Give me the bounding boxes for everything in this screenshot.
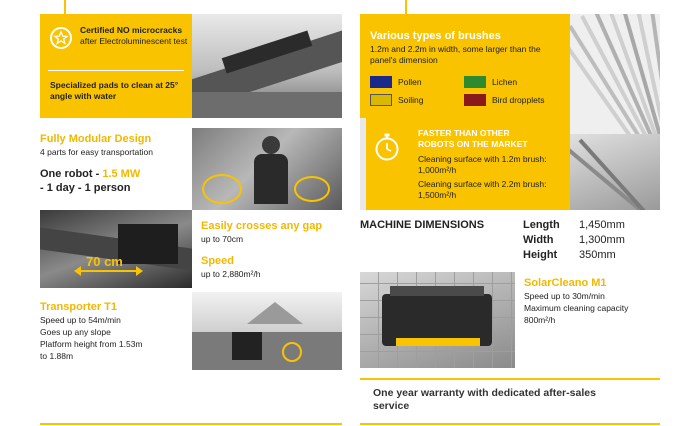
modular-title: Fully Modular Design xyxy=(40,133,152,145)
faster-line-1: Cleaning surface with 1.2m brush: xyxy=(418,154,547,164)
left-bottom-rule xyxy=(40,423,342,425)
lichen-label: Lichen xyxy=(492,77,518,87)
bird-dropplets-swatch xyxy=(464,94,486,106)
gap-crossing-photo xyxy=(40,210,192,288)
dimension-value-length: 1,450mm xyxy=(579,219,625,231)
transporter-line-2: Goes up any slope xyxy=(40,327,111,337)
m1-line-3: 800m²/h xyxy=(524,315,556,325)
m1-robot-photo xyxy=(360,272,515,368)
arrow-right-icon xyxy=(136,266,143,276)
warranty-top-rule xyxy=(360,378,660,380)
dimension-label-length: Length xyxy=(523,219,560,231)
transporter-line-1: Speed up to 54m/min xyxy=(40,315,121,325)
lichen-swatch xyxy=(464,76,486,88)
modular-person-photo xyxy=(192,128,342,210)
faster-line-2: Cleaning surface with 2.2m brush: xyxy=(418,179,547,189)
gap-text: up to 70cm xyxy=(201,234,244,244)
soiling-swatch xyxy=(370,94,392,106)
pollen-label: Pollen xyxy=(398,77,422,87)
dimension-value-height: 350mm xyxy=(579,249,616,261)
bird-dropplets-label: Bird dropplets xyxy=(492,95,545,105)
dimension-label-height: Height xyxy=(523,249,558,261)
arrow-left-icon xyxy=(74,266,81,276)
robot-line2: - 1 day - 1 person xyxy=(40,182,131,194)
modular-subtitle: 4 parts for easy transportation xyxy=(40,147,153,157)
speed-title: Speed xyxy=(201,255,235,267)
gap-70cm-label: 70 cm xyxy=(86,254,123,269)
transporter-title: Transporter T1 xyxy=(40,301,118,313)
dimension-value-width: 1,300mm xyxy=(579,234,625,246)
pollen-swatch xyxy=(370,76,392,88)
transporter-line-3: Platform height from 1.53m xyxy=(40,339,143,349)
brushes-title: Various types of brushes xyxy=(370,30,501,42)
robot-prefix: One robot - xyxy=(40,168,103,180)
dimensions-title: MACHINE DIMENSIONS xyxy=(360,219,485,231)
stopwatch-icon xyxy=(374,132,400,162)
faster-value-1: 1,000m²/h xyxy=(418,165,457,175)
warranty-text: One year warranty with dedicated after-sales service xyxy=(373,387,596,412)
certified-panel xyxy=(40,14,192,118)
brushes-subtitle: 1.2m and 2.2m in width, some larger than the panel's dimension xyxy=(370,44,541,65)
brushes-panel xyxy=(360,14,570,118)
top-connector-right xyxy=(405,0,407,14)
pads-text: Specialized pads to clean at 25° angle with water xyxy=(50,80,179,101)
brushes-photo xyxy=(570,14,660,210)
speed-text: up to 2,880m²/h xyxy=(201,269,261,279)
certified-title: Certified NO microcracks xyxy=(80,25,183,35)
m1-line-1: Speed up to 30m/min xyxy=(524,291,605,301)
faster-title: FASTER THAN OTHER ROBOTS ON THE MARKET xyxy=(418,128,528,149)
faster-panel xyxy=(366,118,570,210)
faster-value-2: 1,500m²/h xyxy=(418,190,457,200)
star-badge-icon xyxy=(50,27,72,49)
warranty-bottom-rule xyxy=(360,423,660,425)
dimension-label-width: Width xyxy=(523,234,554,246)
top-connector-left xyxy=(64,0,66,14)
certified-subtitle: after Electroluminescent test xyxy=(80,36,188,46)
pads-robot-photo xyxy=(192,14,342,118)
soiling-label: Soiling xyxy=(398,95,424,105)
gap-title: Easily crosses any gap xyxy=(201,220,323,232)
m1-title: SolarCleano M1 xyxy=(524,277,607,289)
transporter-line-4: to 1.88m xyxy=(40,351,74,361)
transporter-photo xyxy=(192,292,342,370)
robot-value: 1.5 MW xyxy=(102,168,141,180)
m1-line-2: Maximum cleaning capacity xyxy=(524,303,629,313)
